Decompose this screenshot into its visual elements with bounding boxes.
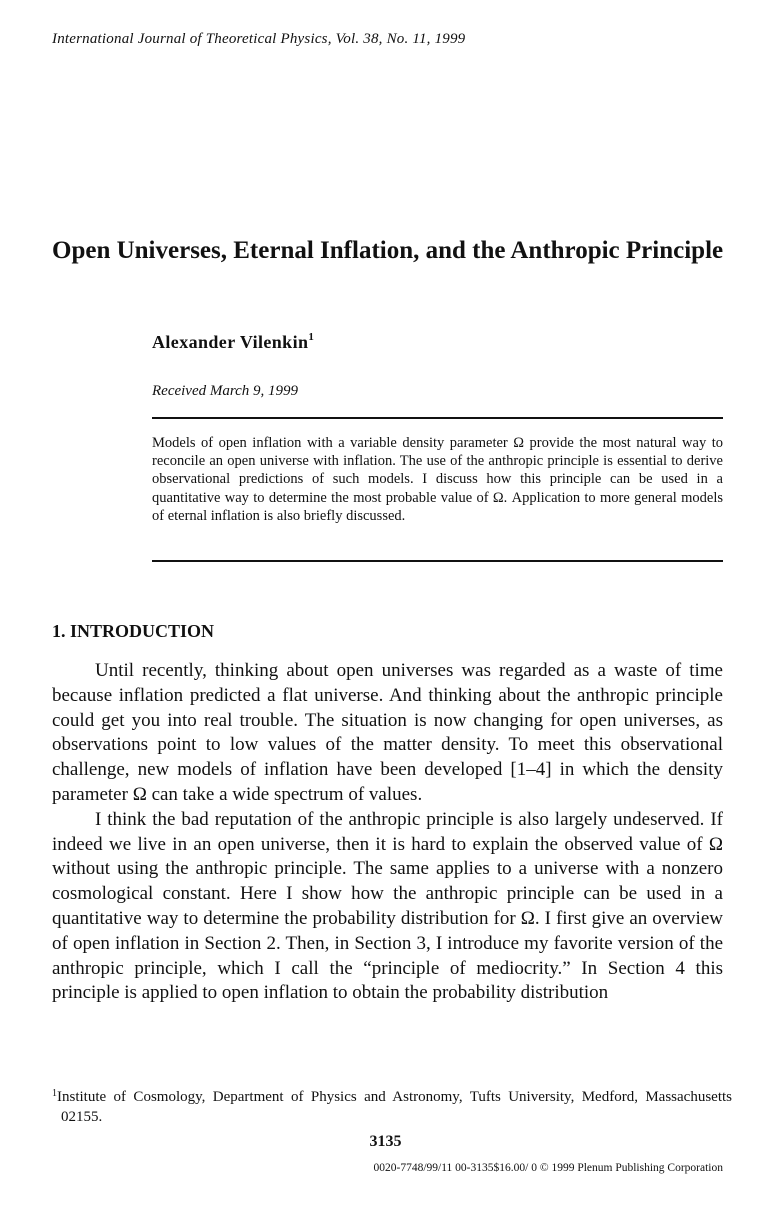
footnote-text: Institute of Cosmology, Department of Physics and Astronomy, Tufts University, Medford, Massachusetts 02155.: [57, 1089, 732, 1125]
abstract-bottom-rule: [152, 560, 723, 562]
page-number: 3135: [369, 1133, 402, 1150]
author-line: [152, 331, 314, 353]
author-footnote-mark: 1: [308, 331, 315, 343]
copyright-line: 0020-7748/99/11 00-3135$16.00/ 0 © 1999 Plenum Publishing Corporation: [373, 1162, 723, 1174]
article-title: Open Universes, Eternal Inflation, and the Anthropic Principle: [52, 237, 724, 264]
abstract: Models of open inflation with a variable density parameter Ω provide the most natural way to reconcile an open universe with inflation. The use of the anthropic principle is essential to derive observational predictions of such models. I discuss how this principle can be used in a quantitative way to determine the most probable value of Ω. Application to more general models of eternal inflation is also briefly discussed.: [152, 435, 723, 524]
paragraph: I think the bad reputation of the anthropic principle is also largely undeserved. If indeed we live in an open universe, then it is hard to explain the observed value of Ω without using the anthropic principle. The same applies to a universe with a nonzero cosmological constant. Here I show how the anthropic principle can be used in a quantitative way to determine the probability distribution for Ω. I first give an overview of open inflation in Section 2. Then, in Section 3, I introduce my favorite version of the anthropic principle, which I call the “principle of mediocrity.” In Section 4 this principle is applied to open inflation to obtain the probability distribution: [52, 808, 723, 1004]
footnote: [52, 1084, 732, 1127]
received-date: Received March 9, 1999: [152, 383, 299, 399]
author-name: Alexander Vilenkin: [152, 332, 309, 352]
footnote-mark: 1: [52, 1088, 57, 1099]
abstract-top-rule: [152, 417, 723, 419]
journal-citation: International Journal of Theoretical Physics, Vol. 38, No. 11, 1999: [52, 31, 466, 47]
paragraph: Until recently, thinking about open universes was regarded as a waste of time because inflation predicted a flat universe. And thinking about the anthropic principle could get you into real trouble. The situation is now changing for open universes, as observations point to low values of the matter density. To meet this observational challenge, new models of inflation have been developed [1–4] in which the density parameter Ω can take a wide spectrum of values.: [52, 660, 723, 805]
section-heading: 1. INTRODUCTION: [52, 621, 215, 641]
introduction-body: [52, 659, 723, 1006]
